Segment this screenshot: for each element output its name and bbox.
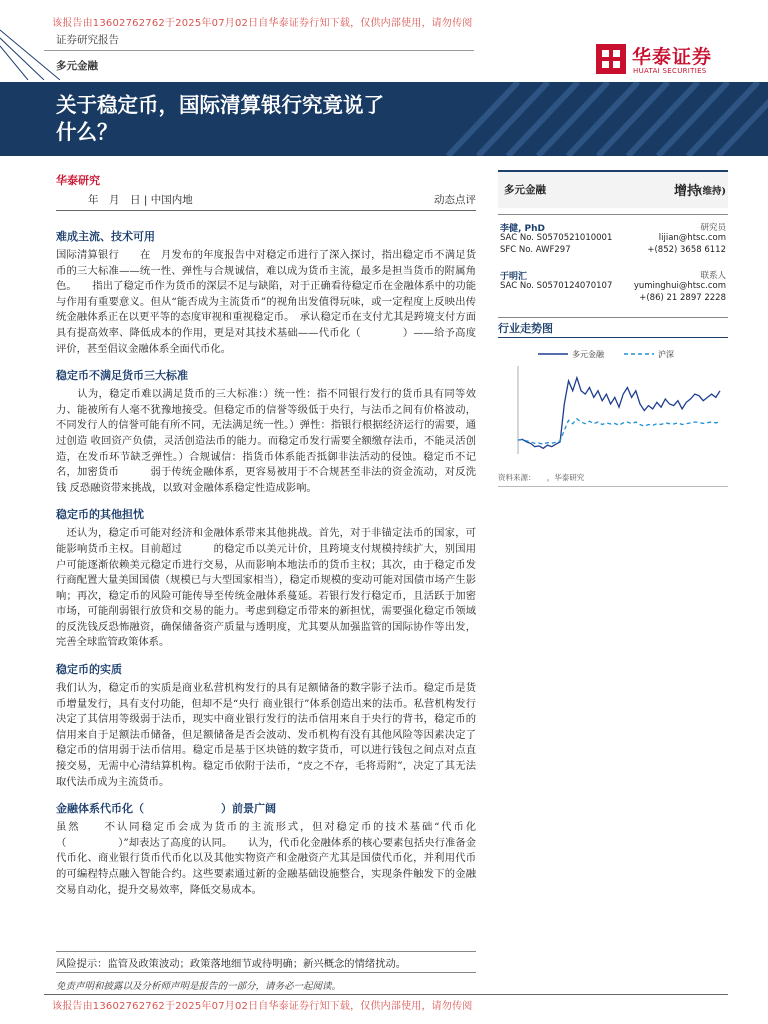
- analyst-name: 于明汇: [500, 272, 528, 282]
- legend-label-1: 沪深: [658, 350, 674, 359]
- sidebar: [498, 170, 728, 318]
- sidebar-sector: 多元金融: [504, 184, 546, 196]
- series-line-0: [518, 378, 720, 449]
- analyst-name: 李健, PhD: [500, 224, 546, 234]
- legend-label-0: 多元金融: [572, 350, 604, 359]
- watermark-top: 该报告由13602762762于2025年07月02日自华泰证券行知下载，仅供内部使用，请勿传阅: [52, 18, 473, 29]
- risk-divider-top: [56, 951, 476, 952]
- section-heading: 稳定币的实质: [56, 663, 122, 677]
- rating-note: (维持): [698, 186, 726, 197]
- chart-source: 资料来源： ，华泰研究: [498, 473, 585, 482]
- report-type: 动态点评: [434, 194, 476, 206]
- trend-chart: [498, 342, 728, 468]
- analyst-sac: SAC No. S0570521010001: [500, 233, 613, 243]
- logo-mark-icon: [596, 44, 626, 74]
- document-type-label: 证券研究报告: [56, 34, 119, 46]
- sector-tag: 多元金融: [56, 60, 98, 72]
- section-heading: 难成主流、技术可用: [56, 230, 155, 243]
- analyst-role: 联系人: [700, 271, 726, 281]
- sidebar-divider: [498, 317, 728, 318]
- analyst-role: 研究员: [700, 223, 726, 233]
- title-banner: [0, 82, 768, 156]
- header-divider: [44, 50, 474, 51]
- chart-bottom-divider: [498, 486, 728, 487]
- investment-rating: 增持: [673, 184, 700, 199]
- report-title-line-1: 关于稳定币，国际清算银行究竟说了: [56, 93, 384, 117]
- disclaimer-note: 免责声明和披露以及分析师声明是报告的一部分，请务必一起阅读。: [56, 981, 342, 992]
- section-heading: 稳定币不满足货币三大标准: [56, 369, 188, 383]
- dateline-divider: [56, 210, 476, 211]
- research-org: 华泰研究: [56, 174, 100, 187]
- header-corner-decoration: [0, 0, 60, 80]
- analyst-email: yuminghui@htsc.com: [633, 281, 726, 291]
- logo-text-en: HUATAI SECURITIES: [633, 67, 707, 75]
- analyst-card: [498, 221, 728, 263]
- footer-divider: [44, 994, 728, 995]
- section-body: 认为，稳定币难以满足货币的三大标准：）统一性：指不同银行发行的货币具有同等效力、能被所有人毫不犹豫地接受。但稳定币的信誉等级低于央行，与法币之间有价格波动，不同发行人的信誉可能有所不同，无法满足统一性。）弹性：指银行根据经济运行的需要，通过创造 收回资产负债，灵活创造法币的能力。而稳定币发行需要全额缴存法币，不能灵活创造，在发币环节缺乏弹性。）合规诚信：指货币体系能否抵御非法活动的侵蚀。稳定币不记名，加密货币 弱于传统金融体系，更容易被用于不合规甚至非法的资金流动，对反洗钱 反恐融资带来挑战，以致对金融体系稳定性造成影响。: [56, 388, 476, 494]
- analyst-card: [498, 269, 728, 311]
- report-date-region: 年 月 日 | 中国内地: [88, 194, 193, 206]
- logo-text-cn: 华泰证券: [632, 46, 713, 68]
- section-body: 还认为，稳定币可能对经济和金融体系带来其他挑战。首先，对于非锚定法币的国家，可能影响货币主权。目前超过 的稳定币以美元计价，且跨境支付规模持续扩大，别国用户可能逐渐依赖美元稳定币进行交易，从而影响本地法币的货币主权；其次，由于稳定币发行商配置大量美国国债（规模已与大型国家相当），稳定币规模的变动可能对国债市场产生影响；再次，稳定币的风险可能传导至传统金融体系蔓延。若银行发行稳定币，且活跃于加密市场，可能削弱银行放贷和交易的能力。考虑到稳定币带来的新担忧，需要强化稳定币领域的反洗钱反恐怖融资，确保储备资产质量与透明度，尤其要从加强监管的国际协作等出发，完善全球监管政策体系。: [56, 527, 476, 649]
- risk-divider-bottom: [56, 972, 476, 973]
- risk-warning: 风险提示：监管及政策波动；政策落地细节或待明确；新兴概念的情绪扰动。: [56, 958, 407, 970]
- section-body: 我们认为，稳定币的实质是商业私营机构发行的具有足额储备的数字影子法币。稳定币是货币增量发行，具有支付功能，但却不是“央行 商业银行”体系创造出来的法币。私营机构发行决定了其信用等级弱于法币，现实中商业银行发行的法币信用来自于央行的背书，稳定币的信用来自于足额法币储备，但足额储备是否会波动、发币机构有没有其他风险等因素决定了稳定币的信用弱于法币信用。稳定币是基于区块链的数字货币，可以进行钱包之间点对点直接交易，无需中心清结算机构。稳定币依附于法币，“皮之不存，毛将焉附”，决定了其无法取代法币成为主流货币。: [56, 682, 476, 788]
- company-logo: [596, 42, 728, 78]
- analyst-sfc: SFC No. AWF297: [500, 245, 571, 255]
- analyst-sac: SAC No. S0570124070107: [500, 281, 613, 291]
- report-title: [56, 92, 526, 146]
- trend-chart-title: 行业走势图: [498, 322, 553, 335]
- trend-chart-svg: [498, 342, 728, 468]
- section-heading: 稳定币的其他担忧: [56, 508, 144, 522]
- analyst-phone: +(852) 3658 6112: [647, 245, 726, 255]
- series-line-1: [518, 419, 720, 444]
- sidebar-divider: [498, 214, 728, 215]
- main-content: [56, 222, 476, 898]
- analyst-email: lijian@htsc.com: [658, 233, 726, 243]
- report-title-line-2: 什么？: [56, 120, 118, 144]
- rating-box: [498, 170, 728, 208]
- dateline: [56, 192, 476, 210]
- watermark-bottom: 该报告由13602762762于2025年07月02日自华泰证券行知下载，仅供内部使用，请勿传阅: [52, 1001, 473, 1012]
- section-body: 虽然 不认同稳定币会成为货币的主流形式，但对稳定币的技术基础“代币化（ ）”却表达了高度的认同。 认为，代币化金融体系的核心要素包括央行准备金代币化、商业银行货币代币化以及其他实物资产和金融资产尤其是国债代币化，并利用代币的可编程特点融入智能合约。这些要素通过新的金融基础设施整合，实现条件触发下的金融交易自动化，提升交易效率，降低交易成本。: [56, 821, 476, 896]
- section-heading: 金融体系代币化（ ）前景广阔: [56, 802, 276, 816]
- analyst-phone: +(86) 21 2897 2228: [639, 293, 726, 303]
- section-body: 国际清算银行 在 月发布的年度报告中对稳定币进行了深入探讨，指出稳定币不满足货币的三大标准——统一性、弹性与合规诚信，难以成为货币主流，最多是担当货币的附属角色。 指出了稳定币作为货币的深层不足与缺陷，对于正确看待稳定币在金融体系中的功能与作用有重要意义。但从“能否成为主流货币”的视角出发值得玩味，或一定程度上反映出传统金融体系正在以更平等的态度审视和重视稳定币。 承认稳定币在支付尤其是跨境支付方面具有提高效率、降低成本的作用，更是对其技术基础——代币化（ ）——给予高度评价，甚至倡议金融体系全面代币化。: [56, 249, 476, 355]
- trend-chart-divider: [498, 337, 728, 338]
